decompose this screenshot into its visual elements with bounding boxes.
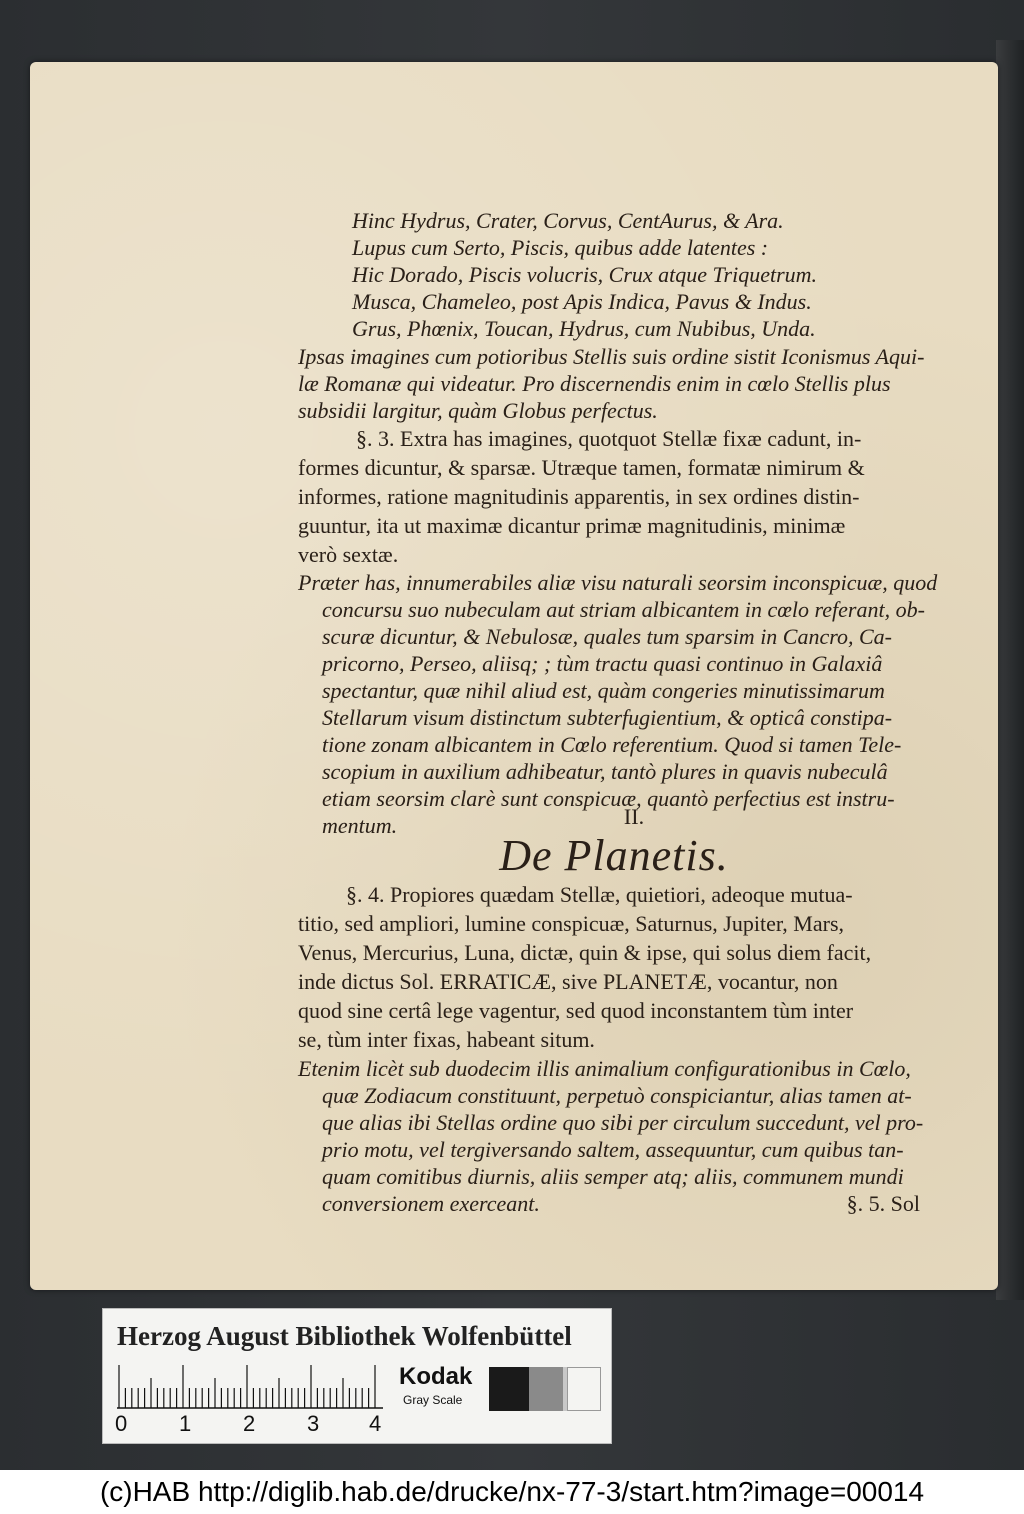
paragraph-line: Etenim licèt sub duodecim illis animalium configurationibus in Cœlo, xyxy=(298,1056,911,1081)
paragraph-line: Præter has, innumerabiles aliæ visu naturali seorsim inconspicuæ, quod xyxy=(298,570,938,595)
paragraph-line: mentum. xyxy=(322,813,398,838)
paragraph-line: læ Romanæ qui videatur. Pro discernendis enim in cœlo Stellis plus xyxy=(298,371,891,396)
citation-footer: (c)HAB http://diglib.hab.de/drucke/nx-77-3/start.htm?image=00014 xyxy=(0,1470,1024,1514)
ruler-number: 4 xyxy=(369,1411,382,1436)
paragraph-line: etiam seorsim clarè sunt conspicuæ, quantò perfectius est instru- xyxy=(322,786,895,811)
paragraph-line: §. 4. Propiores quædam Stellæ, quietiori, adeoque mutua- xyxy=(346,882,853,907)
paragraph-line: quæ Zodiacum constituunt, perpetuò conspiciantur, alias tamen at- xyxy=(322,1083,912,1108)
paragraph-line: scopium in auxilium adhibeatur, tantò plures in quavis nubeculâ xyxy=(322,759,888,784)
verse-line: Grus, Phœnix, Toucan, Hydrus, cum Nubibus, Unda. xyxy=(352,316,816,341)
paragraph-line: Venus, Mercurius, Luna, dictæ, quin & ipse, qui solus diem facit, xyxy=(298,940,872,965)
paragraph-line: guuntur, ita ut maximæ dicantur primæ magnitudinis, minimæ xyxy=(298,513,846,538)
ruler-number: 1 xyxy=(179,1411,192,1436)
gray-swatch xyxy=(489,1367,529,1411)
kodak-logo: Kodak xyxy=(399,1363,473,1390)
paragraph-line: quam comitibus diurnis, aliis semper atq; aliis, communem mundi xyxy=(322,1164,904,1189)
paragraph-line: se, tùm inter fixas, habeant situm. xyxy=(298,1027,595,1052)
library-name: Herzog August Bibliothek Wolfenbüttel xyxy=(117,1321,572,1351)
paragraph-line: pricorno, Perseo, aliisq; ; tùm tractu quasi continuo in Galaxiâ xyxy=(322,651,883,676)
ruler-number: 3 xyxy=(307,1411,320,1436)
page-edge xyxy=(996,40,1024,1300)
paragraph-line: que alias ibi Stellas ordine quo sibi per circulum succedunt, vel pro- xyxy=(322,1110,924,1135)
verse-line: Hic Dorado, Piscis volucris, Crux atque Triquetrum. xyxy=(352,262,818,287)
verse-line: Musca, Chameleo, post Apis Indica, Pavus & Indus. xyxy=(352,289,812,314)
paragraph-line: Stellarum visum distinctum subterfugientium, & opticâ constipa- xyxy=(322,705,893,730)
paragraph-line: titio, sed ampliori, lumine conspicuæ, Saturnus, Jupiter, Mars, xyxy=(298,911,845,936)
paragraph-line: spectantur, quæ nihil aliud est, quàm congeries minutissimarum xyxy=(322,678,885,703)
paragraph-line: §. 3. Extra has imagines, quotquot Stellæ fixæ cadunt, in- xyxy=(356,426,862,451)
section-number: II. xyxy=(623,804,645,829)
catchword: §. 5. Sol xyxy=(846,1191,920,1216)
gray-swatch xyxy=(567,1367,601,1411)
paragraph-line: Ipsas imagines cum potioribus Stellis suis ordine sistit Iconismus Aqui- xyxy=(298,344,925,369)
ruler-numbers xyxy=(115,1411,395,1439)
verse-line: Hinc Hydrus, Crater, Corvus, CentAurus, & Ara. xyxy=(352,208,784,233)
paragraph-line: subsidii largitur, quàm Globus perfectus. xyxy=(298,398,658,423)
paragraph-line: inde dictus Sol. ERRATICÆ, sive PLANETÆ, vocantur, non xyxy=(298,969,838,994)
paragraph-line: formes dicuntur, & sparsæ. Utræque tamen, formatæ nimirum & xyxy=(298,455,865,480)
paragraph-line: verò sextæ. xyxy=(298,542,399,567)
ruler xyxy=(117,1365,383,1409)
book-page xyxy=(30,62,998,1290)
paragraph-line: prio motu, vel tergiversando saltem, assequuntur, cum quibus tan- xyxy=(322,1137,904,1162)
gray-swatch xyxy=(529,1367,563,1411)
paragraph-line: quod sine certâ lege vagentur, sed quod inconstantem tùm inter xyxy=(298,998,854,1023)
verse-line: Lupus cum Serto, Piscis, quibus adde latentes : xyxy=(352,235,769,260)
paragraph-line: conversionem exerceant. xyxy=(322,1191,540,1216)
paragraph-line: tione zonam albicantem in Cœlo referentium. Quod si tamen Tele- xyxy=(322,732,902,757)
ruler-number: 2 xyxy=(243,1411,256,1436)
paragraph-line: concursu suo nubeculam aut striam albicantem in cœlo referant, ob- xyxy=(322,597,925,622)
section-heading: De Planetis. xyxy=(499,831,729,880)
ruler-number: 0 xyxy=(115,1411,128,1436)
gray-scale-label: Gray Scale xyxy=(403,1393,463,1407)
paragraph-line: informes, ratione magnitudinis apparentis, in sex ordines distin- xyxy=(298,484,860,509)
gray-scale-swatches xyxy=(489,1367,601,1411)
scan-label-card xyxy=(102,1308,612,1444)
paragraph-line: scuræ dicuntur, & Nebulosæ, quales tum sparsim in Cancro, Ca- xyxy=(322,624,892,649)
